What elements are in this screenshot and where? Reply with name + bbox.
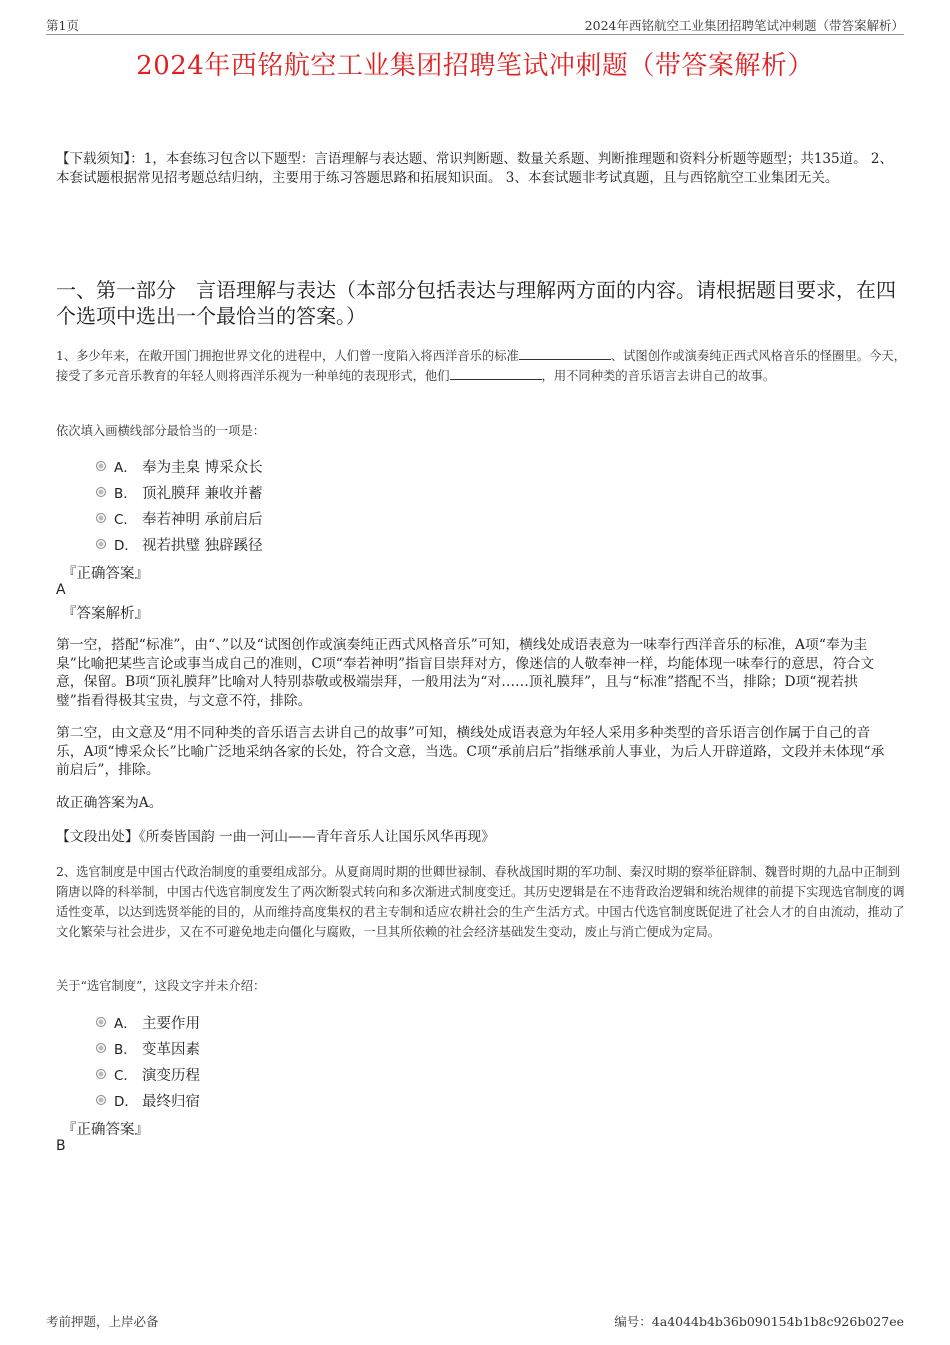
question-1-options: [96, 453, 263, 557]
q1-option-b[interactable]: [96, 479, 263, 505]
q2-answer-label: 『正确答案』: [62, 1122, 149, 1138]
q1-option-a[interactable]: [96, 453, 263, 479]
blank-2: [450, 367, 542, 380]
option-text: 奉若神明 承前启后: [142, 511, 263, 528]
q1-analysis-para-2: 第二空，由文意及“用不同种类的音乐语言去讲自己的故事”可知，横线处成语表意为年轻人采用多种类型的音乐语言创作属于自己的音乐，A项“博采众长”比喻广泛地采纳各家的长处，符合文意，当选。C项“承前启后”指继承前人事业，为后人开辟道路，文段并未体现“承前启后”，排除。: [56, 725, 885, 778]
radio-icon[interactable]: [96, 461, 106, 471]
q2-option-b[interactable]: [96, 1035, 200, 1061]
option-letter: D．: [114, 538, 138, 554]
download-notice: 【下载须知】：1，本套练习包含以下题型：言语理解与表达题、常识判断题、数量关系题、判断推理题和资料分析题等题型；共135道。 2、本套试题根据常见招考题总结归纳，主要用于练习答题思路和拓展知识面。 3、本套试题非考试真题，且与西铭航空工业集团无关。: [56, 151, 893, 186]
q2-answer: B: [56, 1138, 66, 1154]
q1-text-part-c: ，用不同种类的音乐语言去讲自己的故事。: [541, 369, 776, 383]
radio-icon[interactable]: [96, 539, 106, 549]
option-letter: B．: [114, 486, 137, 502]
question-2-text: 2、选官制度是中国古代政治制度的重要组成部分。从夏商周时期的世卿世禄制、春秋战国时期的军功制、秦汉时期的察举征辟制、魏晋时期的九品中正制到隋唐以降的科举制，中国古代选官制度发生了两次断裂式转向和多次渐进式制度变迁。其历史逻辑是在不违背政治逻辑和统治规律的前提下实现选官制度的调适性变革，以达到选贤举能的目的，从而维持高度集权的君主专制和适应农耕社会的生产生活方式。中国古代选官制度既促进了社会人才的自由流动，推动了文化繁荣与社会进步，又在不可避免地走向僵化与腐败，一旦其所依赖的社会经济基础发生变动，废止与消亡便成为定局。: [56, 865, 905, 939]
radio-icon[interactable]: [96, 1017, 106, 1027]
option-text: 主要作用: [142, 1015, 200, 1032]
q1-source: 【文段出处】《所奏皆国韵 一曲一河山——青年音乐人让国乐风华再现》: [56, 829, 495, 845]
radio-icon[interactable]: [96, 1095, 106, 1105]
q1-answer: A: [56, 582, 66, 598]
option-text: 演变历程: [142, 1067, 200, 1084]
option-text: 变革因素: [142, 1041, 200, 1058]
option-letter: C．: [114, 1068, 137, 1084]
q1-text-part-b: 、试图创作或演奏纯正西式风格音乐的怪圈里。今天，接受了多元音乐教育的年轻人则将西洋乐视为一种单纯的表现形式，他们: [56, 349, 906, 383]
q1-option-c[interactable]: [96, 505, 263, 531]
option-letter: C．: [114, 512, 137, 528]
q1-analysis-para-1: 第一空，搭配“标准”，由“、”以及“试图创作或演奏纯正西式风格音乐”可知，横线处成语表意为一味奉行西洋音乐的标准，A项“奉为圭臬”比喻把某些言论或事当成自己的准则，C项“奉若神明”指盲目崇拜对方，像迷信的人敬奉神一样，均能体现一味奉行的意思，符合文意，保留。B项“顶礼膜拜”比喻对人特别恭敬或极端崇拜，一般用法为“对……顶礼膜拜”，且与“标准”搭配不当，排除；D项“视若拱璧”指看得极其宝贵，与文意不符，排除。: [56, 637, 875, 709]
question-1-text: [56, 346, 906, 386]
q1-text-part-a: 1、多少年来，在敞开国门拥抱世界文化的进程中，人们曾一度陷入将西洋音乐的标准: [56, 349, 519, 363]
q1-conclusion: 故正确答案为A。: [56, 795, 163, 811]
option-text: 顶礼膜拜 兼收并蓄: [142, 485, 263, 502]
radio-icon[interactable]: [96, 513, 106, 523]
question-2-options: [96, 1009, 200, 1113]
blank-1: [519, 347, 611, 360]
header-doc-title: 2024年西铭航空工业集团招聘笔试冲刺题（带答案解析）: [584, 18, 904, 33]
q1-analysis-label: 『答案解析』: [62, 606, 149, 622]
q2-option-c[interactable]: [96, 1061, 200, 1087]
page-title: 2024年西铭航空工业集团招聘笔试冲刺题（带答案解析）: [136, 51, 814, 81]
radio-icon[interactable]: [96, 1043, 106, 1053]
footer-slogan: 考前押题，上岸必备: [46, 1314, 159, 1329]
option-letter: A．: [114, 1016, 137, 1032]
page-header: [46, 14, 904, 35]
question-2-prompt: 关于“选官制度”，这段文字并未介绍：: [56, 979, 266, 993]
radio-icon[interactable]: [96, 487, 106, 497]
section-heading: 一、第一部分 言语理解与表达（本部分包括表达与理解两方面的内容。请根据题目要求，在四个选项中选出一个最恰当的答案。）: [56, 278, 896, 328]
q1-option-d[interactable]: [96, 531, 263, 557]
page-number: 第1页: [46, 18, 79, 33]
q2-option-d[interactable]: [96, 1087, 200, 1113]
q2-option-a[interactable]: [96, 1009, 200, 1035]
option-letter: D．: [114, 1094, 138, 1110]
footer-code: 编号：4a4044b4b36b090154b1b8c926b027ee: [614, 1314, 904, 1329]
option-letter: A．: [114, 460, 137, 476]
option-text: 视若拱璧 独辟蹊径: [142, 537, 263, 554]
option-letter: B．: [114, 1042, 137, 1058]
radio-icon[interactable]: [96, 1069, 106, 1079]
option-text: 最终归宿: [142, 1093, 200, 1110]
option-text: 奉为圭臬 博采众长: [142, 459, 263, 476]
question-1-prompt: 依次填入画横线部分最恰当的一项是：: [56, 424, 266, 438]
q1-answer-label: 『正确答案』: [62, 566, 149, 582]
